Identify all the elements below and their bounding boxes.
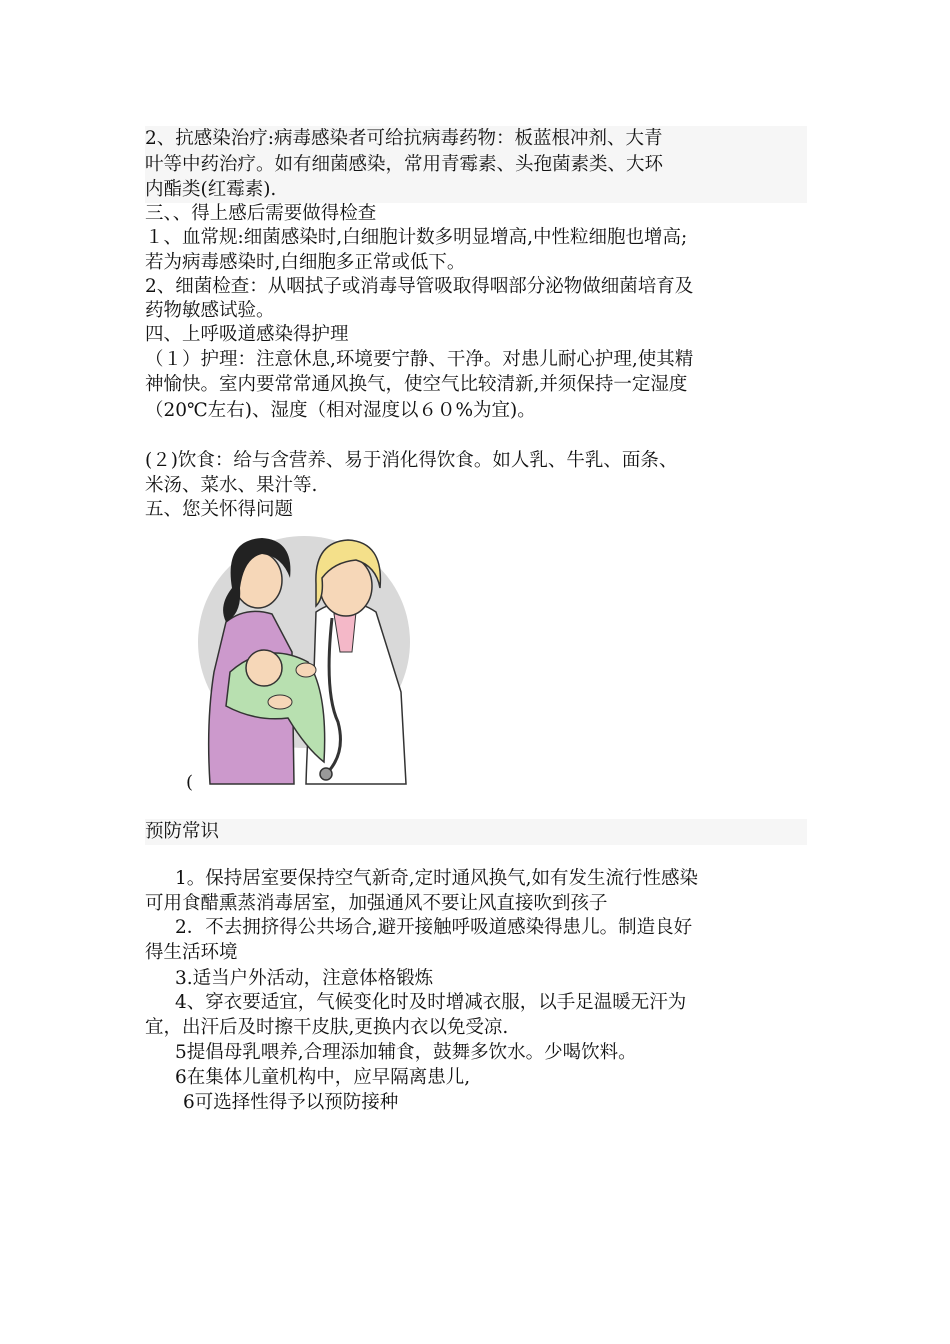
prevention-title: 预防常识 [145, 819, 807, 845]
text-line: 2、细菌检查：从咽拭子或消毒导管吸取得咽部分泌物做细菌培育及 [145, 276, 694, 297]
doctor-hand [296, 663, 316, 677]
text-line: 6在集体儿童机构中，应早隔离患儿, [175, 1067, 471, 1088]
text-line: 2．不去拥挤得公共场合,避开接触呼吸道感染得患儿。制造良好 [175, 917, 693, 938]
text-line: 米汤、菜水、果汁等. [145, 475, 318, 496]
text-line: （20℃左右)、湿度（相对湿度以６０%为宜)。 [145, 400, 536, 421]
mother-doctor-illustration [196, 522, 412, 788]
text-line: (２)饮食：给与含营养、易于消化得饮食。如人乳、牛乳、面条、 [145, 450, 678, 471]
text-line: 内酯类(红霉素). [145, 177, 807, 203]
section-heading: 五、您关怀得问题 [145, 499, 294, 520]
stethoscope-chest-piece [320, 768, 332, 780]
text-line: 6可选择性得予以预防接种 [183, 1092, 399, 1113]
text-line: 可用食醋熏蒸消毒居室，加强通风不要让风直接吹到孩子 [145, 893, 608, 914]
section-heading: 四、上呼吸道感染得护理 [145, 324, 349, 345]
text-line: 药物敏感试验。 [145, 300, 275, 321]
baby-face [246, 650, 282, 686]
text-line: 得生活环境 [145, 942, 238, 963]
section-heading: 三、、得上感后需要做得检查 [145, 203, 377, 224]
image-caption: ( [186, 772, 194, 793]
text-line: 神愉快。室内要常常通风换气，使空气比较清新,并须保持一定湿度 [145, 374, 688, 395]
text-line: 5提倡母乳喂养,合理添加辅食，鼓舞多饮水。少喝饮料。 [175, 1042, 637, 1063]
text-line: （１）护理：注意休息,环境要宁静、干净。对患儿耐心护理,使其精 [145, 349, 694, 370]
mother-hand [268, 695, 292, 709]
text-line: 叶等中药治疗。如有细菌感染，常用青霉素、头孢菌素类、大环 [145, 152, 807, 178]
text-line: 2、抗感染治疗:病毒感染者可给抗病毒药物：板蓝根冲剂、大青 [145, 126, 807, 152]
text-line: 4、穿衣要适宜，气候变化时及时增减衣服，以手足温暖无汗为 [175, 992, 687, 1013]
text-line: 3.适当户外活动，注意体格锻炼 [175, 968, 434, 989]
text-line: 1。保持居室要保持空气新奇,定时通风换气,如有发生流行性感染 [175, 868, 699, 889]
text-line: 若为病毒感染时,白细胞多正常或低下。 [145, 252, 466, 273]
text-line: 宜，出汗后及时擦干皮肤,更换内衣以免受凉. [145, 1017, 509, 1038]
text-line: １、血常规:细菌感染时,白细胞计数多明显增高,中性粒细胞也增高; [145, 227, 688, 248]
